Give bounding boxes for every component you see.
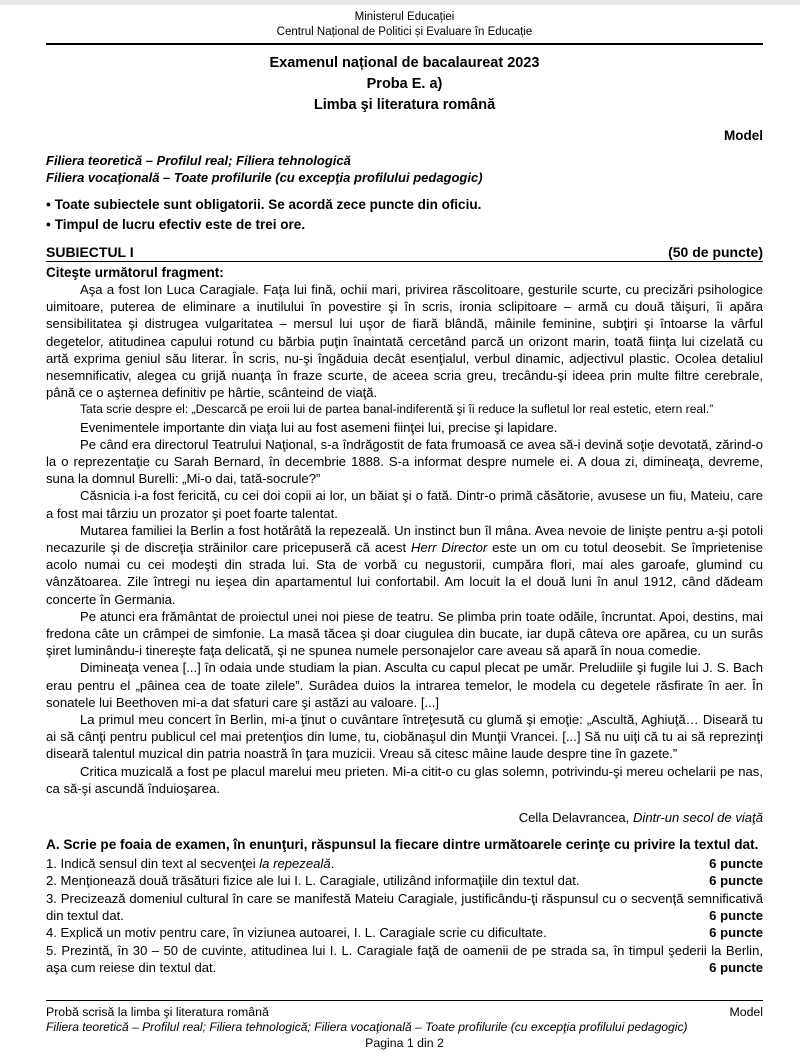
question-number: 4. xyxy=(46,925,57,941)
model-label-top: Model xyxy=(724,128,763,143)
fragment-paragraph-10: Critica muzicală a fost pe placul marelui meu prieten. Mi-a citit-o cu glas solemn, potrivindu-şi mereu ochelarii pe nas, ca să-şi ascundă înduioşarea. xyxy=(46,763,763,796)
bullet-icon: • xyxy=(46,197,51,212)
document-footer xyxy=(46,1000,763,1050)
exam-title-line-3: Limba şi literatura română xyxy=(313,97,496,113)
question-text xyxy=(46,855,334,872)
question-line xyxy=(46,855,763,872)
attribution-work: Dintr-un secol de viaţă xyxy=(632,810,763,826)
question-points: 6 puncte xyxy=(709,873,763,889)
footer-exam-label: Probă scrisă la limba şi literatura română xyxy=(46,1005,269,1019)
fragment-paragraph-7: Pe atunci era frământat de proiectul unei noi piese de teatru. Se plimba prin toate odăile, încruntat. Apoi, destins, mai fredona câte un crâmpei de simfonie. La masă tăcea şi doar ciugulea din bucate, iar după câteva ore apărea, cu un surâs şiret luminându-i tinereşte faţa delicată, şi ne spunea numele personajelor care aveau să apară în noua comedie. xyxy=(46,608,763,659)
fragment-p6-italic: Herr Director xyxy=(411,540,488,556)
exam-title-line-1: Examenul național de bacalaureat 2023 xyxy=(269,55,540,71)
question-text xyxy=(46,924,547,941)
question-text-italic: la repezeală xyxy=(259,855,331,871)
question-item xyxy=(46,924,763,941)
fragment-p6-pre: Mutarea familiei la Berlin a fost hotărâtă la repezeală. Un instinct bun îl mâna. Avea nevoie de linişte pentru a-şi potoli necazurile şi de discreţia străinilor care pricepuseră că acest xyxy=(46,522,763,556)
exam-title-line-2: Proba E. a) xyxy=(366,76,443,92)
question-text-pre: Menţionează două trăsături fizice ale lui I. L. Caragiale, utilizând informaţiile din textul dat. xyxy=(56,873,580,889)
question-text-pre: Indică sensul din text al secvenţei xyxy=(56,855,260,871)
question-item xyxy=(46,942,763,977)
ministry-line-1: Ministerul Educației xyxy=(354,11,455,23)
exam-title xyxy=(46,53,763,116)
fragment-attribution xyxy=(46,810,763,825)
question-number: 2. xyxy=(46,873,57,889)
exam-notes xyxy=(46,195,763,235)
exam-note-2 xyxy=(46,215,763,235)
question-item xyxy=(46,872,763,889)
footer-page-number: Pagina 1 din 2 xyxy=(365,1036,444,1050)
question-line xyxy=(46,872,763,889)
question-text-pre: Precizează domeniul cultural în care se manifestă Mateiu Caragiale, justificându-ţi răspunsul cu o secvenţă semnificativă din textul dat. xyxy=(46,890,763,923)
part-a-questions xyxy=(46,855,763,977)
document-header xyxy=(46,10,763,143)
question-item xyxy=(46,855,763,872)
question-points: 6 puncte xyxy=(709,855,763,871)
question-text-post: . xyxy=(330,855,335,871)
subject-label: SUBIECTUL I xyxy=(46,244,134,260)
fragment-p6-post: este un om cu totul deosebit. Se împrietenise acolo numai cu cei modeşti din strada lui. Sta de vorbă cu negustorii, cumpăra flori, mai ales garoafe, glumind cu vânzătoarea. Zile întregi nu ieşea din apartamentul lui confortabil. Am locuit la el două luni în anul 1912, când dădeam concerte în Germania. xyxy=(46,540,763,607)
fragment-paragraph-4: Pe când era directorul Teatrului Naţional, s-a îndrăgostit de fata frumoasă ce avea să-i devină soţie devotată, zărind-o la o reprezentaţie cu Sarah Bernard, în decembrie 1888. S-a informat despre numele ei. A doua zi, dimineaţa, devreme, suna la domnul Burelli: „Mi-o dai, tată-socrule?” xyxy=(46,436,763,487)
question-points: 6 puncte xyxy=(709,925,763,941)
footer-main-row xyxy=(46,1005,763,1019)
exam-note-1 xyxy=(46,195,763,215)
fragment-paragraph-2: Tata scrie despre el: „Descarcă pe eroii lui de partea banal-indiferentă şi îi reduce la sufletul lor real estetic, etern real.” xyxy=(80,402,714,417)
part-a-heading: A. Scrie pe foaia de examen, în enunţuri, răspunsul la fiecare dintre următoarele cerinţe cu privire la textul dat. xyxy=(46,837,759,853)
question-number: 3. xyxy=(46,890,57,906)
fragment-body xyxy=(46,281,763,797)
header-divider xyxy=(46,43,763,45)
fragment-paragraph-3: Evenimentele importante din viaţa lui au fost asemeni fiinţei lui, precise şi lapidare. xyxy=(80,419,558,435)
attribution-author: Cella Delavrancea, xyxy=(518,810,633,826)
filiera-block xyxy=(46,152,763,186)
footer-divider xyxy=(46,1000,763,1001)
question-points: 6 puncte xyxy=(709,907,763,923)
filiera-line-1: Filiera teoretică – Profilul real; Filiera tehnologică xyxy=(46,153,351,168)
question-line xyxy=(46,924,763,941)
fragment-paragraph-1: Aşa a fost Ion Luca Caragiale. Faţa lui fină, ochii mari, privirea răscolitoare, gesturile scurte, cu precizări psihologice uimitoare, puterea de eliminare a inutilului în povestire şi în scris, ironia sclipitoare – armă cu două tăişuri, îi apăra sensibilitatea şi distrugea vulgaritatea – mersul lui uşor de fiară blândă, mâinile feminine, subţiri şi întoarse la vârful degetelor, atitudinea capului rotund cu bărbia puţin înaintată cercetând parcă un orizont marin, toată fiinţa lui cizelată cu artă exprima geniul său literar. În scris, nu-şi îngăduia decât esenţialul, verbul dinamic, adjectivul plastic. Ocolea detaliul nesemnificativ, alegea cu grijă nuanţa în fraze scurte, de aceea scria greu, trecându-şi ideea prin multe filtre cerebrale, până ce o aşternea definitiv pe hârtie, scânteind de viaţă. xyxy=(46,282,763,401)
ministry-line-2: Centrul Național de Politici și Evaluare în Educație xyxy=(276,26,533,38)
question-text-pre: Prezintă, în 30 – 50 de cuvinte, atitudinea lui I. L. Caragiale faţă de oamenii de pe strada sa, în timpul şederii la Berlin, aşa cum reiese din textul dat. xyxy=(46,942,763,976)
question-text xyxy=(46,942,763,977)
exam-note-1-text: Toate subiectele sunt obligatorii. Se acordă zece puncte din oficiu. xyxy=(54,197,482,212)
question-text-pre: Explică un motiv pentru care, în viziunea autoarei, I. L. Caragiale scrie cu dificultate. xyxy=(56,925,547,941)
bullet-icon: • xyxy=(46,217,51,232)
question-text xyxy=(46,890,763,925)
fragment-paragraph-8: Dimineaţa venea [...] în odaia unde studiam la pian. Asculta cu capul plecat pe umăr. Preludiile şi fugile lui J. S. Bach erau pentru el „pâinea cea de toate zilele”. Surâdea duios la intrarea temelor, le modela cu degetele răsfirate în aer. În sonatele lui Beethoven mi-a dat sfaturi care şi astăzi au valoare. [...] xyxy=(46,660,763,710)
filiera-line-2: Filiera vocaţională – Toate profilurile (cu excepţia profilului pedagogic) xyxy=(46,170,483,185)
footer-model-label: Model xyxy=(729,1005,763,1019)
subject-divider xyxy=(46,261,763,262)
exam-note-2-text: Timpul de lucru efectiv este de trei ore. xyxy=(54,217,306,232)
question-item xyxy=(46,890,763,925)
footer-filiera: Filiera teoretică – Profilul real; Filiera tehnologică; Filiera vocaţională – Toate profilurile (cu excepţia profilului pedagogic) xyxy=(46,1020,688,1034)
fragment-paragraph-6 xyxy=(46,522,763,608)
question-number: 1. xyxy=(46,855,57,871)
question-points: 6 puncte xyxy=(709,960,763,976)
fragment-paragraph-9: La primul meu concert în Berlin, mi-a ţinut o cuvântare întreţesută cu glumă şi emoţie: „Ascultă, Aghiuţă… Diseară tu ai să cânţi pentru publicul cel mai pretenţios din lume, tu, ciobănaşul din Munţii Vrancei. [...] Să nu uiţi că tu ai să reprezinţi diseară talentul muzical din patria noastră în ţara muzicii. Vreau să citesc mâine laude despre tine în gazete.” xyxy=(46,712,763,762)
question-text xyxy=(46,872,580,889)
question-number: 5. xyxy=(46,942,57,958)
subject-heading-row xyxy=(46,244,763,260)
subject-points: (50 de puncte) xyxy=(668,244,763,260)
fragment-paragraph-5: Căsnicia i-a fost fericită, cu cei doi copii ai lor, un băiat şi o fată. Dintr-o primă căsătorie, avusese un fiu, Mateiu, care a fost mai târziu un prozator şi poet foarte talentat. xyxy=(46,488,763,521)
read-instruction: Citeşte următorul fragment: xyxy=(46,265,224,280)
